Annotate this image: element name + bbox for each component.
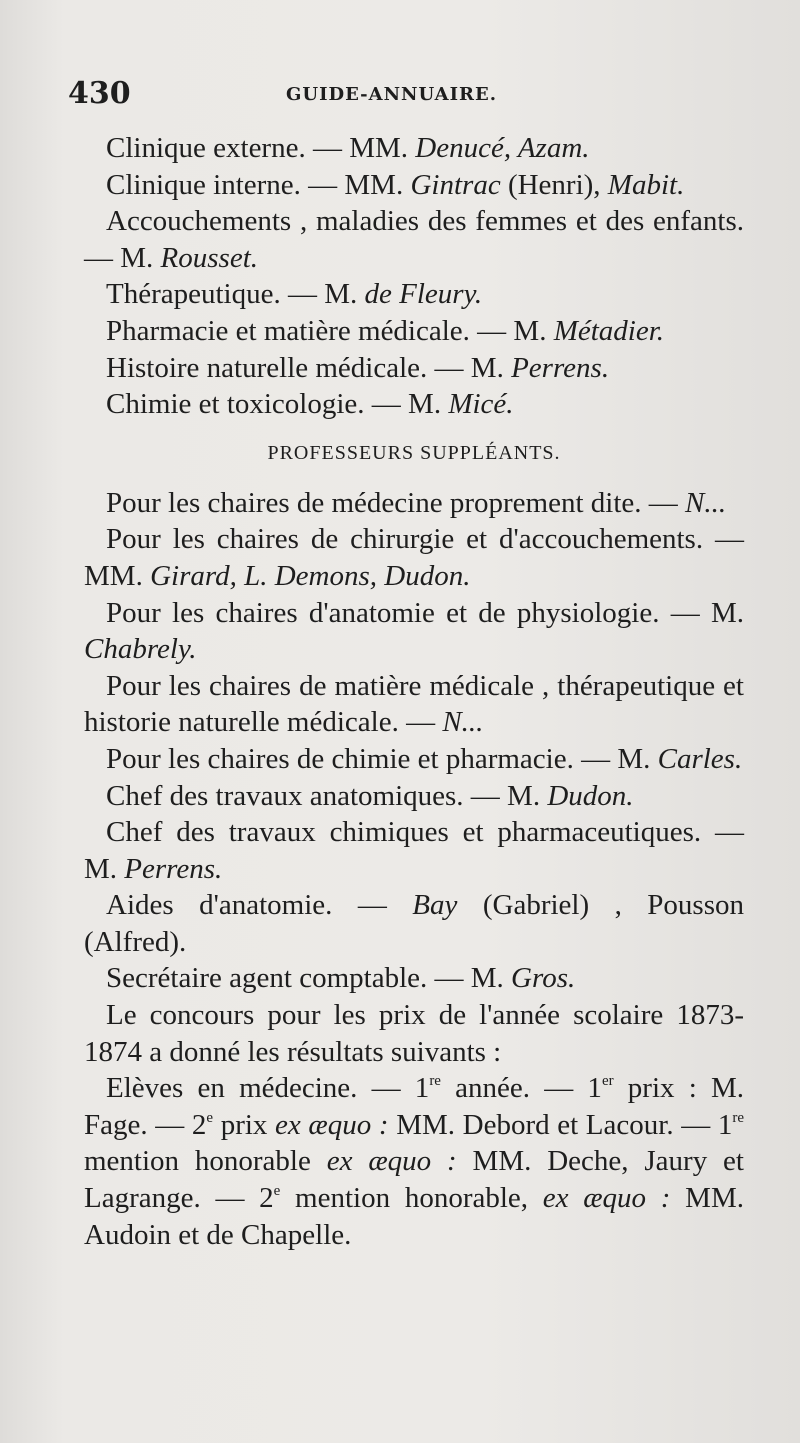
chef-travaux-anatomiques: Chef des travaux anatomiques. — M. Dudon. bbox=[106, 779, 634, 812]
professor-names: Métadier. bbox=[553, 314, 665, 347]
section-title: PROFESSEURS SUPPLÉANTS. bbox=[267, 441, 561, 464]
entry-chimie: Chimie et toxicologie. — M. Micé. bbox=[106, 388, 514, 421]
concours-results: Elèves en médecine. — 1re année. — 1er prix : M. Fage. — 2e prix ex æquo : MM. Debord et Lacour. — 1re mention honorable ex æquo : MM. Deche, Jaury et Lagrange. — 2e mention honorable, ex æquo : MM. Audoin et de Chapelle. bbox=[84, 1072, 744, 1251]
suppleant-medecine: Pour les chaires de médecine proprement dite. — N... bbox=[106, 486, 727, 519]
entry-accouchements: Accouchements , maladies des femmes et des enfants. — M. Rousset. bbox=[84, 205, 744, 274]
professor-names: Gintrac bbox=[410, 168, 501, 201]
suppleant-anatomie: Pour les chaires d'anatomie et de physiologie. — M. Chabrely. bbox=[84, 596, 744, 666]
page-number: 430 bbox=[68, 76, 131, 111]
professor-names: Chabrely. bbox=[84, 633, 197, 666]
professor-names: Girard, L. Demons, Dudon. bbox=[150, 559, 471, 592]
entry-therapeutique: Thérapeutique. — M. de Fleury. bbox=[106, 278, 483, 311]
entry-histoire-naturelle: Histoire naturelle médicale. — M. Perrens. bbox=[106, 351, 610, 384]
professor-names: Perrens. bbox=[511, 351, 610, 384]
professor-names: N... bbox=[685, 486, 727, 519]
professor-names: N... bbox=[442, 706, 484, 739]
professor-names: Denucé, Azam. bbox=[415, 132, 590, 164]
professor-names: Dudon. bbox=[547, 779, 634, 812]
professor-names: Gros. bbox=[511, 962, 576, 995]
entry-clinique-interne: Clinique interne. — MM. Gintrac (Henri), Mabit. bbox=[106, 168, 685, 201]
chef-travaux-chimiques: Chef des travaux chimiques et pharmaceutiques. — M. Perrens. bbox=[84, 816, 744, 885]
professor-names: Carles. bbox=[657, 742, 743, 775]
page-body bbox=[84, 130, 744, 1253]
suppleant-chirurgie: Pour les chaires de chirurgie et d'accouchements. — MM. Girard, L. Demons, Dudon. bbox=[84, 523, 744, 592]
professor-names: Micé. bbox=[448, 388, 514, 421]
page-header bbox=[68, 76, 728, 116]
suppleant-chimie: Pour les chaires de chimie et pharmacie. — M. Carles. bbox=[106, 742, 743, 775]
entry-pharmacie: Pharmacie et matière médicale. — M. Métadier. bbox=[106, 314, 665, 347]
suppleant-matiere-medicale: Pour les chaires de matière médicale , thérapeutique et historie naturelle médicale. — N... bbox=[84, 669, 744, 739]
professor-names: Bay bbox=[412, 889, 458, 922]
professor-names: de Fleury. bbox=[364, 278, 483, 311]
professor-names: Rousset. bbox=[160, 241, 259, 274]
professor-names: Perrens. bbox=[124, 852, 223, 885]
entry-clinique-externe: Clinique externe. — MM. Denucé, Azam. bbox=[106, 132, 590, 164]
running-title: GUIDE-ANNUAIRE. bbox=[286, 84, 497, 105]
concours-intro: Le concours pour les prix de l'année scolaire 1873-1874 a donné les résultats suivants : bbox=[84, 999, 744, 1068]
secretaire: Secrétaire agent comptable. — M. Gros. bbox=[106, 962, 576, 995]
professor-names: Mabit. bbox=[607, 168, 685, 201]
aides-anatomie: Aides d'anatomie. — Bay (Gabriel) , Pousson (Alfred). bbox=[84, 889, 744, 958]
